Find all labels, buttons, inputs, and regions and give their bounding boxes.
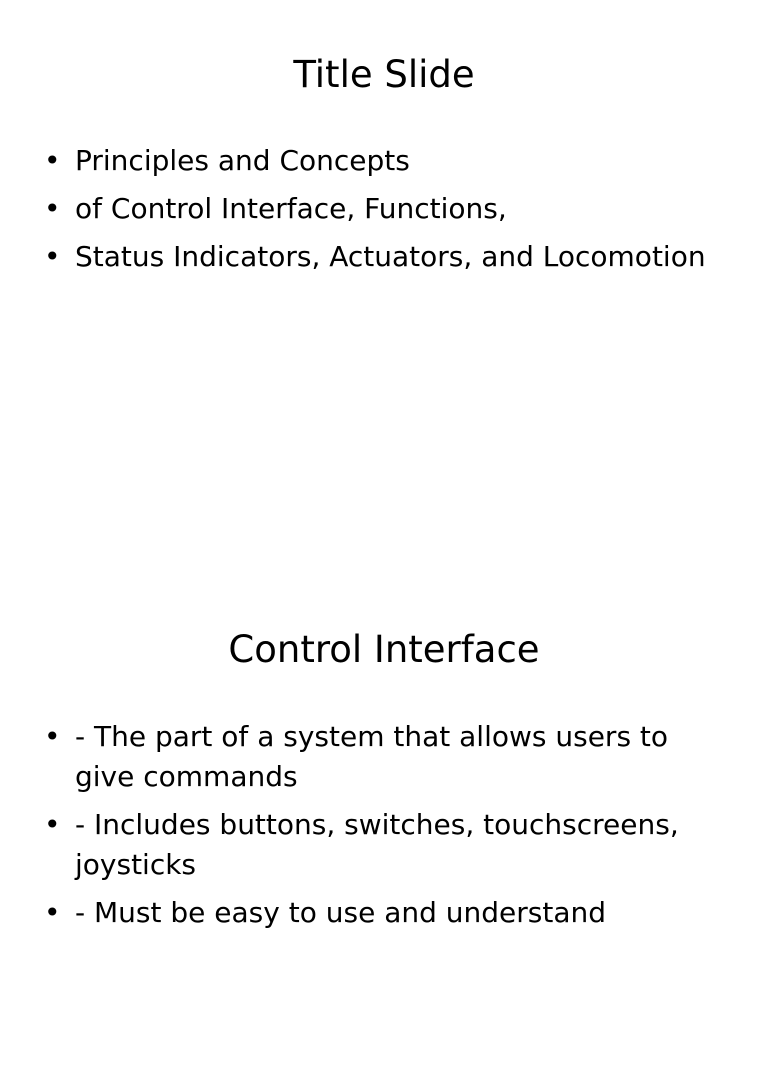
bullet-item bbox=[44, 237, 734, 277]
bullet-item bbox=[44, 805, 734, 885]
bullet-icon: • bbox=[44, 240, 61, 273]
slide-2 bbox=[0, 576, 768, 1088]
bullet-item bbox=[44, 717, 734, 797]
bullet-icon: • bbox=[44, 808, 61, 841]
bullet-text: Principles and Concepts bbox=[75, 144, 410, 177]
bullet-list bbox=[44, 141, 734, 285]
bullet-text: of Control Interface, Functions, bbox=[75, 192, 507, 225]
bullet-icon: • bbox=[44, 720, 61, 753]
slide-1 bbox=[0, 0, 768, 512]
bullet-icon: • bbox=[44, 144, 61, 177]
bullet-list bbox=[44, 717, 734, 941]
bullet-text: Status Indicators, Actuators, and Locomotion bbox=[75, 240, 706, 273]
bullet-text: - Includes buttons, switches, touchscreens, joysticks bbox=[75, 808, 679, 881]
bullet-item bbox=[44, 141, 734, 181]
bullet-item bbox=[44, 893, 734, 933]
bullet-icon: • bbox=[44, 896, 61, 929]
bullet-item bbox=[44, 189, 734, 229]
bullet-text: - Must be easy to use and understand bbox=[75, 896, 607, 929]
bullet-icon: • bbox=[44, 192, 61, 225]
slide-title: Title Slide bbox=[293, 53, 475, 96]
slide-title: Control Interface bbox=[228, 628, 540, 671]
bullet-text: - The part of a system that allows users to give commands bbox=[75, 720, 669, 793]
